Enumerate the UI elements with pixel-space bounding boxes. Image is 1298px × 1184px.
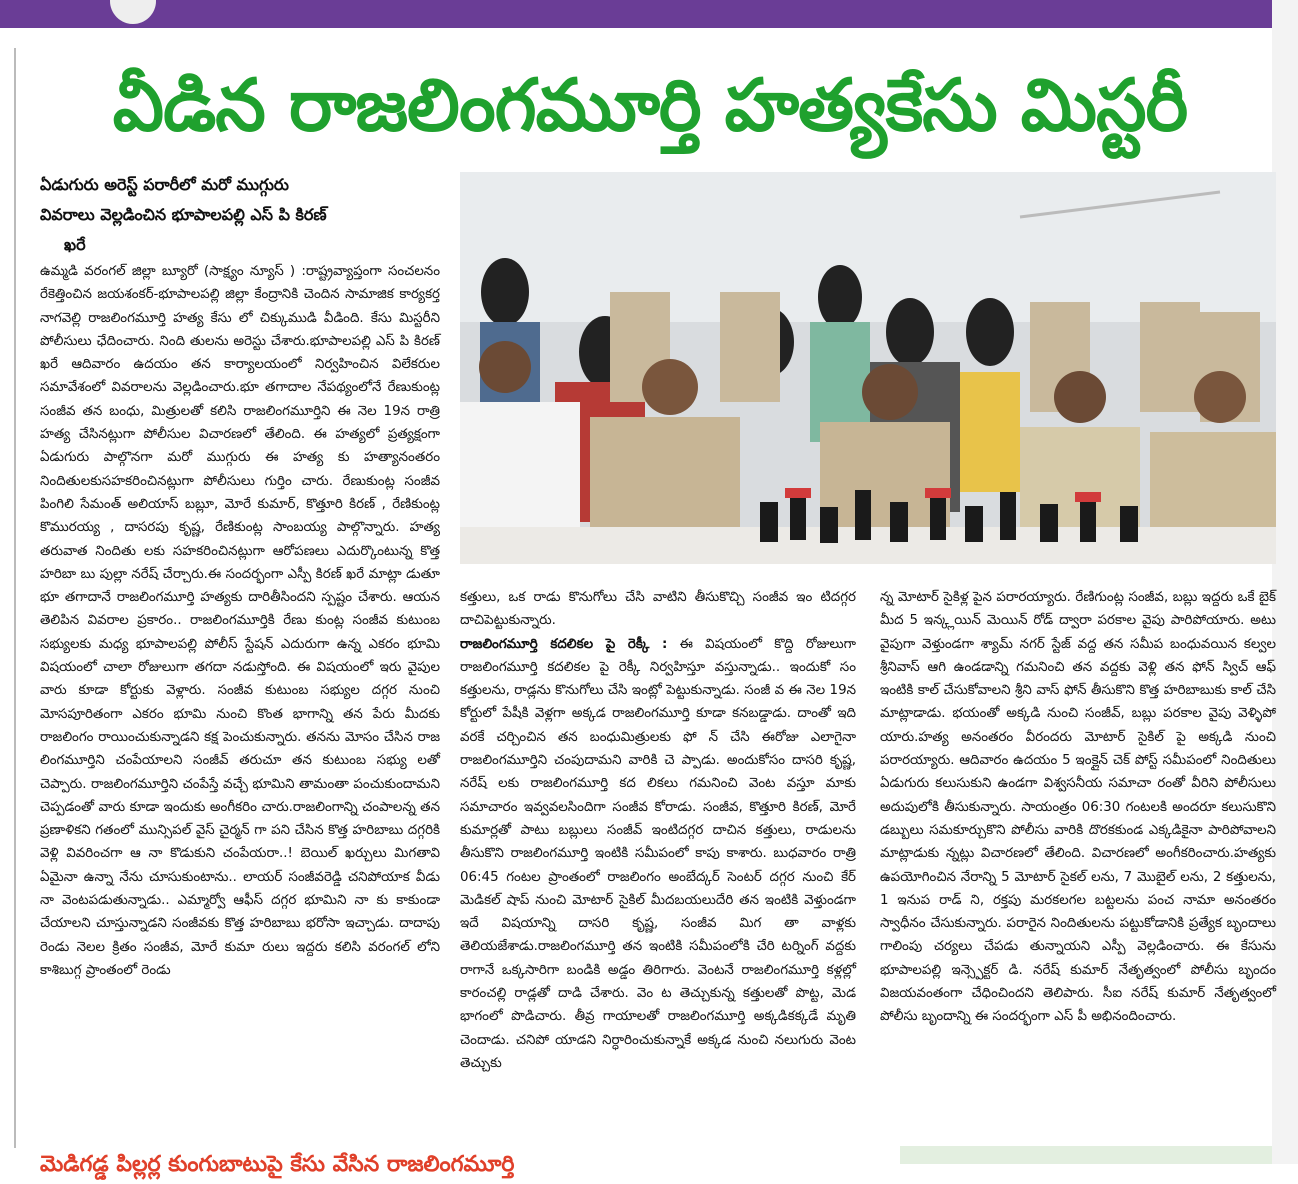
masthead-bar — [0, 0, 1272, 28]
subheadline-line: ఏడుగురు అరెస్ట్ పరారీలో మరో ముగ్గురు — [40, 175, 289, 194]
article-text: ఈ విషయంలో కొద్ది రోజులుగా రాజలింగమూర్తి కదలికల పై రెక్కీ నిర్వహిస్తూ వస్తున్నాడు.. ఇందుకో సం కత్తులను, రాడ్లను కొనుగోలు చేసి ఇంట్లో పెట్టుకున్నాడు. సంజీ వ ఈ నెల 19న కోర్టులో పేషీకి వెళ్లగా అక్కడ రాజలింగమూర్తి కూడా కనబడ్డాడు. దాంతో ఇది వరకే చర్చించిన తన బంధుమిత్రులకు ఫో న్ చేసి ఈరోజు ఎలాగైనా రాజలింగమూర్తిని చంపుదామని వారికి చె ప్పాడు. అందుకోసం దాసరి కృష్ణ, నరేష్ లకు రాజలింగమూర్తి కద లికలు గమనించి వెంట వస్తూ మాకు సమాచారం ఇవ్వవలసిందిగా సంజీవ కోరాడు. సంజీవ, కొత్తూరి కిరణ్, మోరే కుమార్లతో పాటు బబ్లులు సంజీవ్ ఇంటిదగ్గర దాచిన కత్తులు, రాడులను తీసుకొని రాజలింగమూర్తి ఇంటికి సమీపంలో కాపు కాశారు. బుధవారం రాత్రి 06:45 గంటల ప్రాంతంలో రాజలింగం అంబేద్కర్ సెంటర్ దగ్గర నుంచి కేర్ మెడికల్ షాప్ నుంచి మోటార్ సైకిల్ మీదబయలుదేరి తన ఇంటికి వెళ్తుండగా ఇదే విషయాన్ని దాసరి కృష్ణ, సంజీవ మిగ తా వాళ్లకు తెలియజేశాడు.రాజలింగమూర్తి తన ఇంటికి సమీపంలోకి చేరి టర్నింగ్ వద్దకు రాగానే ఒక్కసారిగా బండికి అడ్డం తిరిగారు. వెంటనే రాజలింగమూర్తి కళ్లల్లో కారంచల్లి రాడ్లతో దాడి చేశారు. వెం ట తెచ్చుకున్న కత్తులతో పొట్ట, మెడ భాగంలో పొడిచారు. తీవ్ర గాయాలతో రాజలింగమూర్తి అక్కడికక్కడే మృతి చెందాడు. చనిపో యాడని నిర్ధారించుకున్నాకే అక్కడ నుంచి నలుగురు వెంట తెచ్చుకు — [460, 636, 856, 1071]
next-article-box — [900, 1146, 1272, 1164]
article-text: న్న మోటార్ సైకిళ్ల పైన పరారయ్యారు. రేణిగుంట్ల సంజీవ, బబ్లు ఇద్దరు ఒకే బైక్ మీద 5 ఇన్క్లయిన్ మెయిన్ రోడ్ ద్వారా పరకాల వైపు పారిపోయారు. అటు వైపుగా వెళ్తుండగా శ్యామ్ నగర్ స్టేజ్ వద్ద తన సమీప బంధువయిన కల్వల శ్రీనివాస్ ఆగి ఉండడాన్ని గమనించి తన వద్దకు వెళ్లి తన ఫోన్ స్విచ్ ఆఫ్ ఇంటికి కాల్ చేసుకోవాలని శ్రీని వాస్ ఫోన్ తీసుకొని కొత్త హరిబాబుకు కాల్ చేసి మాట్లాడాడు. భయంతో అక్కడి నుంచి సంజీవ్, బబ్లు పరకాల వైపు వెళ్ళిపో యారు.హత్య అనంతరం వీరందరు మోటార్ సైకిల్ పై అక్కడి నుంచి పరారయ్యారు. ఆదివారం ఉదయం 5 ఇంక్లైన్ చెక్ పోస్ట్ సమీపంలో నిందితులు ఏడుగురు కలుసుకుని ఉండగా విశ్వసనీయ సమాచా రంతో వీరిని పోలీసులు అదుపులోకి తీసుకున్నారు. సాయంత్రం 06:30 గంటలకి అందరూ కలుసుకొని డబ్బులు సమకూర్చుకొని పోలీసు వారికి దొరకకుండ ఎక్కడికైనా పారిపోవాలని మాట్లాడుకు న్నట్లు విచారణలో తేలింది. విచారణలో అంగీకరించారు.హత్యకు ఉపయోగించిన నేరాన్ని 5 మోటార్ సైకల్ లను, 7 మొబైల్ లను, 2 కత్తులను, 1 ఇనుప రాడ్ ని, రక్తపు మరకలగల బట్టలను పంచ నామా అనంతరం స్వాధీనం చేసుకున్నారు. పరారైన నిందితులను పట్టుకోడానికి ప్రత్యేక బృందాలు గాలింపు చర్యలు చేపడు తున్నాయని ఎస్పీ వెల్లడించారు. ఈ కేసును భూపాలపల్లి ఇన్స్పెక్టర్ డి. నరేష్ కుమార్ నేతృత్వంలో పోలీసు బృందం విజయవంతంగా చేధించిందని తెలిపారు. సీఐ నరేష్ కుమార్ నేతృత్వంలో పోలీసు బృందాన్ని ఈ సందర్భంగా ఎస్ పీ అభినందించారు. — [880, 590, 1276, 1025]
subheadline-line: వివరాలు వెల్లడించిన భూపాలపల్లి ఎస్ పి కిరణ్ — [40, 205, 327, 224]
article-text: ఉమ్మడి వరంగల్ జిల్లా బ్యూరో (సాక్ష్యం న్యూస్ ) :రాష్ట్రవ్యాప్తంగా సంచలనం రేకెత్తించిన జయశంకర్-భూపాలపల్లి జిల్లా కేంద్రానికి చెందిన సామాజిక కార్యకర్త నాగవెల్లి రాజలింగమూర్తి హత్య కేసు లో చిక్కుముడి వీడింది. కేసు మిస్టరీని పోలీసులు ఛేదించారు. నింది తులను అరెస్టు చేశారు.భూపాలపల్లి ఎస్ పి కిరణ్ ఖరే ఆదివారం ఉదయం తన కార్యాలయంలో నిర్వహించిన విలేకరుల సమావేశంలో వివరాలను వెల్లడించారు.భూ తగాదాల నేపథ్యంలోనే రేణుకుంట్ల సంజీవ తన బంధు, మిత్రులతో కలిసి రాజలింగమూర్తిని ఈ నెల 19న రాత్రి హత్య చేసినట్లుగా పోలీసుల విచారణలో తేలింది. ఈ హత్యలో ప్రత్యక్షంగా ఏడుగురు పాల్గొనగా మరో ముగ్గురు ఈ హత్య కు హత్యానంతరం నిందితులకుసహకరించినట్లుగా పోలీసులు గుర్తిం చారు. రేణుకుంట్ల సంజీవ పింగిలి సేమంత్ అలియాస్ బబ్లూ, మోరే కుమార్, కొత్తూరి కిరణ్ , రేణికుంట్ల కొమురయ్య , దాసరపు కృష్ణ, రేణికుంట్ల సాంబయ్య పాల్గొన్నారు. హత్య తరువాత నిందితు లకు సహకరించినట్లుగా ఆరోపణలు ఎదుర్కొంటున్న కొత్త హరిబా బు పుల్లా నరేష్ చేర్చారు.ఈ సందర్భంగా ఎస్పీ కిరణ్ ఖరే మాట్లా డుతూ భూ తగాదానే రాజలింగమూర్తి హత్యకు దారితీసిందని స్పష్టం చేశారు. ఆయన తెలిపిన వివరాల ప్రకారం.. రాజలింగమూర్తికి రేణు కుంట్ల సంజీవ కుటుంబ సభ్యులకు మధ్య భూపాలపల్లి పోలీస్ స్టేషన్ ఎదురుగా ఉన్న ఎకరం భూమి విషయంలో చాలా రోజులుగా తగదా నడుస్తోంది. ఈ విషయంలో ఇరు వైపుల వారు కూడా కోర్టుకు వెళ్లారు. సంజీవ కుటుంబ సభ్యుల దగ్గర నుంచి మోసపూరితంగా ఎకరం భూమి నుంచి కొంత భాగాన్ని తన పేరు మీదకు రాజలింగం రాయించుకున్నాడని కక్ష పెంచుకున్నారు. తనను మోసం చేసిన రాజ లింగమూర్తిని చంపేయాలని సంజీవ్ తరుచూ తన కుటుంబ సభ్యు లతో చెప్పారు. రాజలింగమూర్తిని చంపేస్తే వచ్చే భూమిని తామంతా పంచుకుందామని చెప్పడంతో వారు కూడా ఇందుకు అంగీకరిం చారు.రాజలింగాన్ని చంపాలన్న తన ప్రణాళికని గతంలో మున్సిపల్ వైస్ చైర్మన్ గా పని చేసిన కొత్త హరిబాబు దగ్గరికి వెళ్లి వివరించగా ఆ నా కొడుకుని చంపేయరా..! బెయిల్ ఖర్చులు మిగతావి ఏమైనా ఉన్నా నేను చూసుకుంటాను.. లాయర్ సంజీవరెడ్డి చనిపోయాక వీడు నా వెంటపడుతున్నాడు.. ఎమ్మార్వో ఆఫీస్ దగ్గర భూమిని నా కు కాకుండా చేయాలని చూస్తున్నాడని సంజీవకు కొత్త హరిబాబు భరోసా ఇచ్చాడు. దాదాపు రెండు నెలల క్రితం సంజీవ, మోరే కుమా రులు ఇద్దరు కలిసి వరంగల్ లోని కాశిబుగ్గ ప్రాంతంలో రెండు — [40, 264, 440, 978]
subheadline — [40, 170, 440, 260]
headline: వీడిన రాజలింగమూర్తి హత్యకేసు మిస్టరీ — [112, 63, 1188, 147]
article-column-2 — [460, 586, 856, 1136]
next-article-headline: మెడిగడ్డ పిల్లర్ల కుంగుబాటుపై కేసు వేసిన రాజలింగమూర్తి — [40, 1152, 515, 1177]
article-text — [460, 633, 856, 1076]
article-column-1 — [40, 260, 440, 1140]
press-meet-photo — [460, 172, 1276, 564]
subheadline-line: ఖరే — [64, 235, 86, 254]
section-subhead: రాజలింగమూర్తి కదలికల పై రెక్కీ : — [460, 636, 668, 652]
column-rule — [14, 48, 16, 1148]
article-column-3 — [880, 586, 1276, 1136]
article-text: కత్తులు, ఒక రాడు కొనుగోలు చేసి వాటిని తీసుకొచ్చి సంజీవ ఇం టిదగ్గర దాచిపెట్టుకున్నారు. — [460, 590, 856, 629]
